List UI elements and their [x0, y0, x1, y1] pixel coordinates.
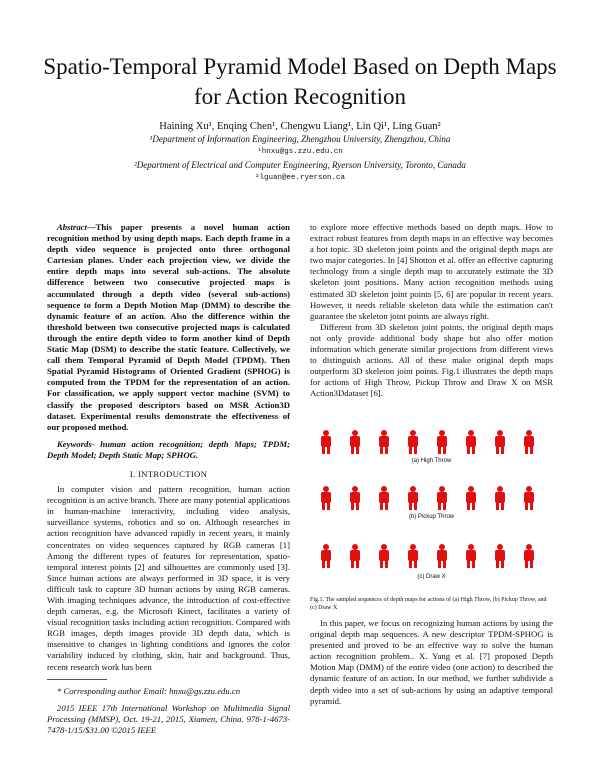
- left-column: [47, 222, 290, 736]
- depth-silhouette: [523, 544, 535, 568]
- depth-sequence-high-throw: [320, 430, 545, 454]
- depth-silhouette: [320, 430, 332, 454]
- depth-silhouette: [465, 544, 477, 568]
- footnote-divider: [47, 679, 107, 680]
- depth-silhouette: [465, 486, 477, 510]
- intro-paragraph: In computer vision and pattern recognition, human action recognition is an active branch. There are many potential applications in human-machine interactivity, including video analysis, surveillance systems, robotics and so on. Although researches in action recognition have advanced rapidly in recent years, it mainly concentrates on video sequences captured by RGB cameras [1] Among the different types of features for representation, spatio-temporal interest points [2] and silhouettes are commonly used [3]. Since human actions are always performed in 3D space, it is very difficult task to capture 3D human actions by using RGB cameras. With imaging techniques advance, the introduction of cost-effective depth cameras, e.g. the Microsoft Kinect, facilitates a variety of visual recognition tasks including action recognition. Compared with RGB images, depth images provide 3D depth data, which is insensitive to changes in lighting conditions and ignores the color variability induced by clothing, skin, hair and background. Thus, recent research work has been: [47, 484, 290, 672]
- depth-silhouette: [523, 430, 535, 454]
- right-paragraph-1: to explore more effective methods based on depth maps. How to extract robust features from depth maps in an effective way becomes a hot topic. 3D skeleton joint points and the original depth maps are two major categories. In [4] Shotton et al. offer an effective capturing technology from a single depth map to accurately estimate the 3D skeleton joint positions. Many action recognition methods using estimated 3D skeleton joint points [5, 6] are popular in recent years. However, it needs reliable skeleton data while the estimation can't guarantee the skeleton joint points are always right.: [310, 222, 553, 321]
- depth-silhouette: [436, 430, 448, 454]
- footnote: * Corresponding author Email: hnxu@gs.zzu.edu.cn: [57, 685, 241, 696]
- depth-silhouette: [349, 544, 361, 568]
- depth-silhouette: [407, 544, 419, 568]
- depth-silhouette: [378, 430, 390, 454]
- abstract-label: Abstract: [57, 222, 87, 232]
- author-block: [40, 120, 560, 185]
- depth-silhouette: [494, 544, 506, 568]
- depth-silhouette: [407, 430, 419, 454]
- email-1: ¹hnxu@gs.zzu.edu.cn: [257, 148, 343, 156]
- right-column: [310, 222, 553, 400]
- figure-caption: Fig.1. The sampled sequences of depth maps for actions of (a) High Throw, (b) Pickup Throw, and (c) Draw X: [310, 597, 547, 611]
- email-2: ²lguan@ee.ryerson.ca: [254, 174, 345, 182]
- depth-silhouette: [523, 486, 535, 510]
- depth-silhouette: [465, 430, 477, 454]
- depth-silhouette: [436, 544, 448, 568]
- depth-silhouette: [494, 430, 506, 454]
- abstract-text: —This paper presents a novel human action recognition method by using depth maps. Each depth frame in a depth video sequence is projected onto three orthogonal Cartesian planes. Under each projection view, we divide the entire depth maps into several sub-actions. The absolute difference between two consecutive projected maps is accumulated through a depth video (several sub-actions) sequence to form a Depth Motion Map (DMM) to describe the dynamic feature of an action. Also the difference within the threshold between two consecutive projected maps is calculated through the entire depth video to form another kind of Depth Static Map (DSM) to describe the static feature. Collectively, we call them Temporal Pyramid of Depth Model (TPDM). Then Spatial Pyramid Histograms of Oriented Gradient (SPHOG) is computed from the TPDM for the representation of an action. For classification, we apply support vector machine (SVM) to classify the proposed descriptors based on MSR Action3D dataset. Experimental results demonstrate the effectiveness of our proposed method.: [47, 222, 290, 432]
- abstract: [47, 222, 290, 433]
- depth-silhouette: [378, 544, 390, 568]
- figure-1: [310, 426, 553, 591]
- depth-sequence-pickup-throw: [320, 486, 545, 510]
- depth-silhouette: [320, 544, 332, 568]
- fig-label-high-throw: (a) High Throw: [411, 458, 452, 464]
- depth-silhouette: [349, 486, 361, 510]
- fig-label-pickup-throw: (b) Pickup Throw: [408, 514, 455, 520]
- conference-notice: 2015 IEEE 17th International Workshop on Multimedia Signal Processing (MMSP), Oct. 19-21, 2015, Xiamen, China. 978-1-4673-7478-1/15/$31.00 ©2015 IEEE: [47, 702, 290, 735]
- depth-silhouette: [407, 486, 419, 510]
- paper-title: Spatio-Temporal Pyramid Model Based on Depth Maps for Action Recognition: [43, 54, 557, 109]
- right-paragraph-3: In this paper, we focus on recognizing human actions by using the original depth map sequences. A new descriptor TPDM-SPHOG is presented and proved to be an effective way to solve the human action recognition problem.. X. Yang et al. [7] proposed Depth Motion Map (DMM) of the entire video (one action) to described the dynamic feature of an action. In our method, we further subdivide a depth video into a set of sub-actions by using an adaptive temporal pyramid.: [310, 618, 553, 706]
- depth-silhouette: [320, 486, 332, 510]
- depth-silhouette: [436, 486, 448, 510]
- affiliation-2: ²Department of Electrical and Computer Engineering, Ryerson University, Toronto, Canada: [134, 160, 466, 170]
- right-column-lower: [310, 618, 553, 707]
- keywords: Keywords- human action recognition; depth Maps; TPDM; Depth Model; Depth Static Map; SPHOG.: [47, 438, 290, 460]
- depth-silhouette: [349, 430, 361, 454]
- author-list: Haining Xu¹, Enqing Chen¹, Chengwu Liang¹, Lin Qi¹, Ling Guan²: [159, 121, 441, 132]
- fig-label-draw-x: (c) Draw X: [417, 574, 446, 580]
- right-paragraph-2: Different from 3D skeleton joint points, the original depth maps not only provide additional body shape but also offer motion information which generate similar projections from different views to distinguish actions. All of these make original depth maps outperform 3D skeleton joint points. Fig.1 illustrates the depth maps for actions of High Throw, Pickup Throw and Draw X on MSR Action3Ddataset [6].: [310, 321, 553, 399]
- section-heading-introduction: I. INTRODUCTION: [129, 468, 208, 479]
- depth-silhouette: [494, 486, 506, 510]
- depth-silhouette: [378, 486, 390, 510]
- depth-sequence-draw-x: [320, 544, 545, 568]
- affiliation-1: ¹Department of Information Engineering, Zhengzhou University, Zhengzhou, China: [149, 134, 451, 144]
